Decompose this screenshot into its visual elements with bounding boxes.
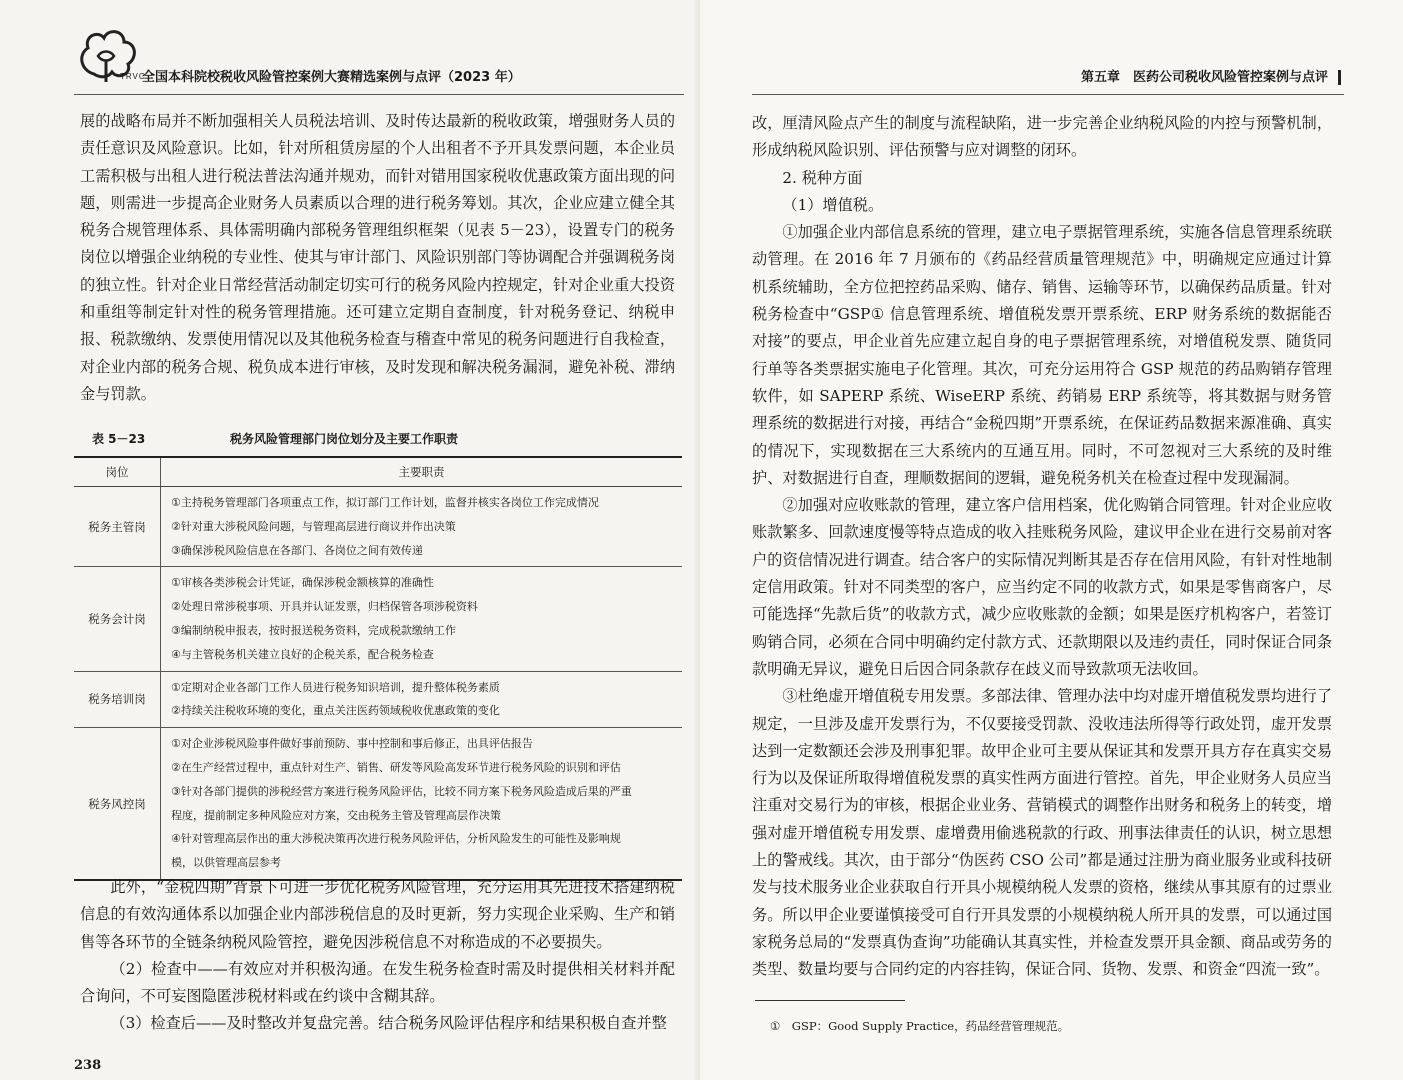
duty-item: ④与主管税务机关建立良好的企税关系，配合税务检查 xyxy=(171,647,434,661)
table-number: 表 5－23 xyxy=(92,432,146,446)
duties-cell xyxy=(161,567,683,671)
paragraph: （2）检查中——有效应对并积极沟通。在发生税务检查时需及时提供相关材料并配合询问，不可妄图隐匿涉税材料或在约谈中含糊其辞。 xyxy=(80,959,675,1006)
footnote: ① GSP：Good Supply Practice，药品经营管理规范。 xyxy=(770,1019,1070,1033)
left-body-text-after-table xyxy=(80,874,675,1038)
footnote-rule xyxy=(755,1000,905,1001)
section-heading: 2. 税种方面 xyxy=(782,168,863,187)
duty-item: ①对企业涉税风险事件做好事前预防、事中控制和事后修正，出具评估报告 xyxy=(171,737,533,751)
duty-item: ④针对管理高层作出的重大涉税决策再次进行税务风险评估，分析风险发生的可能性及影响规 xyxy=(171,832,621,846)
duties-cell xyxy=(161,487,683,567)
paragraph: 展的战略布局并不断加强相关人员税法培训、及时传达最新的税收政策，增强财务人员的责任意识及风险意识。比如，针对所租赁房屋的个人出租者不予开具发票问题，本企业员工需积极与出租人进行税法普法沟通并规劝，而针对错用国家税收优惠政策方面出现的问题，则需进一步提高企业财务人员素质以合理的进行税务筹划。其次，企业应建立健全其税务合规管理体系、具体需明确内部税务管理组织框架（见表 5－23），设置专门的税务岗位以增强企业纳税的专业性、使其与审计部门、风险识别部门等协调配合并强调税务岗的独立性。针对企业日常经营活动制定切实可行的税务风险内控规定，针对企业重大投资和重组等制定针对性的税务管理措施。还可建立定期自查制度，针对税务登记、纳税申报、税款缴纳、发票使用情况以及其他税务检查与稽查中常见的税务问题进行自我检查，对企业内部的税务合规、税负成本进行审核，及时发现和解决税务漏洞，避免补税、滞纳金与罚款。 xyxy=(80,112,675,403)
table-title: 税务风险管理部门岗位划分及主要工作职责 xyxy=(230,432,459,446)
table-header-row xyxy=(74,457,682,487)
paragraph: ②加强对应收账款的管理，建立客户信用档案，优化购销合同管理。针对企业应收账款繁多、回款速度慢等特点造成的收入挂账税务风险，建议甲企业在进行交易前对客户的资信情况进行调查。结合客户的实际情况判断其是否存在信用风险，有针对性地制定信用政策。针对不同类型的客户，应当约定不同的收款方式，如果是零售商客户，尽可能选择“先款后货”的收款方式，减少应收账款的金额；如果是医疗机构客户，若签订购销合同，必须在合同中明确约定付款方式、还款期限以及违约责任，同时保证合同条款明确无异议，避免日后因合同条款存在歧义而导致款项无法收回。 xyxy=(752,496,1332,678)
duties-table xyxy=(74,456,682,881)
paragraph: ③杜绝虚开增值税专用发票。多部法律、管理办法中均对虚开增值税发票均进行了规定，一旦涉及虚开发票行为，不仅要接受罚款、没收违法所得等行政处罚，虚开发票达到一定数额还会涉及刑事犯罪。故甲企业可主要从保证其和发票开具方存在真实交易行为以及保证所取得增值税发票的真实性两方面进行管控。首先，甲企业财务人员应当注重对交易行为的审核，根据企业业务、营销模式的调整作出财务和税务上的转变，增强对虚开增值税专用发票、虚增费用偷逃税款的行政、刑事法律责任的认识，树立思想上的警戒线。其次，由于部分“伪医药 CSO 公司”都是通过注册为商业服务业或科技研发与技术服务业企业获取自行开具小规模纳税人发票的资格，继续从事其原有的过票业务。所以甲企业要谨慎接受可自行开具发票的小规模纳税人所开具的发票，可以通过国家税务总局的“发票真伪查询”功能确认其真实性，并检查发票开具金额、商品或劳务的类型、数量均要与合同约定的内容挂钩，保证合同、货物、发票、和资金“四流一致”。 xyxy=(752,687,1332,979)
right-page xyxy=(700,0,1403,1080)
header-position: 岗位 xyxy=(74,457,161,487)
chapter-title: 第五章 医药公司税收风险管控案例与点评 xyxy=(1080,70,1328,85)
duty-item: ②处理日常涉税事项、开具并认证发票，归档保管各项涉税资料 xyxy=(171,600,478,614)
duty-item: 程度，提前制定多种风险应对方案，交由税务主管及管理高层作决策 xyxy=(171,808,501,822)
left-page xyxy=(0,0,700,1080)
duty-item: ②针对重大涉税风险问题，与管理高层进行商议并作出决策 xyxy=(171,519,456,533)
position-cell: 税务培训岗 xyxy=(74,671,161,728)
position-cell: 税务风控岗 xyxy=(74,728,161,880)
logo-text: TRVC xyxy=(120,72,146,81)
subsection-heading: （1）增值税。 xyxy=(782,195,884,214)
header-rule xyxy=(74,94,684,95)
running-header-right xyxy=(1081,66,1341,85)
duty-item: ①审核各类涉税会计凭证，确保涉税金额核算的准确性 xyxy=(171,576,434,590)
duty-item: ②持续关注税收环境的变化，重点关注医药领域税收优惠政策的变化 xyxy=(171,704,500,718)
duty-item: 模，以供管理高层参考 xyxy=(171,856,281,870)
header-rule xyxy=(752,94,1344,95)
paragraph: 此外，“金税四期”背景下可进一步优化税务风险管理，充分运用其先进技术搭建纳税信息的有效沟通体系以加强企业内部涉税信息的及时更新，努力实现企业采购、生产和销售等各环节的全链条纳税风险管控，避免因涉税信息不对称造成的不必要损失。 xyxy=(80,878,675,951)
duties-cell xyxy=(161,671,683,728)
table-row xyxy=(74,728,682,880)
position-cell: 税务主管岗 xyxy=(74,487,161,567)
table-row xyxy=(74,671,682,728)
duty-item: ①主持税务管理部门各项重点工作，拟订部门工作计划，监督并核实各岗位工作完成情况 xyxy=(171,496,599,509)
paragraph: ①加强企业内部信息系统的管理，建立电子票据管理系统，实施各信息管理系统联动管理。在 2016 年 7 月颁布的《药品经营质量管理规范》中，明确规定应通过计算机系统辅助，全方位把控药品采购、储存、销售、运输等环节，以确保药品质量。针对税务检查中“GSP① 信息管理系统、增值税发票开票系统、ERP 财务系统的数据能否对接”的要点，甲企业首先应建立起自身的电子票据管理系统，对增值税发票、随货同行单等各类票据实施电子化管理。其次，可充分运用符合 GSP 规范的药品购销存管理软件，如 SAPERP 系统、WiseERP 系统、药销易 ERP 系统等，将其数据与财务管理系统的数据进行对接，再结合“金税四期”开票系统，在保证药品数据来源准确、真实的情况下，实现数据在三大系统内的互通互用。同时，不可忽视对三大系统的及时维护、对数据进行自查，理顺数据间的逻辑，避免税务机关在检查过程中发现漏洞。 xyxy=(752,223,1332,487)
page-number: 238 xyxy=(74,1058,102,1073)
duty-item: ③针对各部门提供的涉税经营方案进行税务风险评估，比较不同方案下税务风险造成后果的严重 xyxy=(171,784,632,798)
paragraph: 改，厘清风险点产生的制度与流程缺陷，进一步完善企业纳税风险的内控与预警机制，形成纳税风险识别、评估预警与应对调整的闭环。 xyxy=(752,114,1332,160)
running-header-left: 全国本科院校税收风险管控案例大赛精选案例与点评（2023 年） xyxy=(142,70,521,85)
duty-item: ③确保涉税风险信息在各部门、各岗位之间有效传递 xyxy=(171,543,423,557)
header-bar-icon xyxy=(1338,70,1341,85)
duty-item: ①定期对企业各部门工作人员进行税务知识培训，提升整体税务素质 xyxy=(171,680,500,694)
duty-item: ③编制纳税申报表，按时报送税务资料，完成税款缴纳工作 xyxy=(171,623,456,637)
duty-item: ②在生产经营过程中，重点针对生产、销售、研发等风险高发环节进行税务风险的识别和评估 xyxy=(171,760,621,774)
paragraph: （3）检查后——及时整改并复盘完善。结合税务风险评估程序和结果积极自查并整 xyxy=(110,1014,667,1033)
table-row xyxy=(74,487,682,567)
position-cell: 税务会计岗 xyxy=(74,567,161,671)
table-row xyxy=(74,567,682,671)
left-body-text xyxy=(80,108,675,408)
header-duties: 主要职责 xyxy=(161,457,683,487)
right-body-text xyxy=(752,110,1332,984)
duties-cell xyxy=(161,728,683,880)
